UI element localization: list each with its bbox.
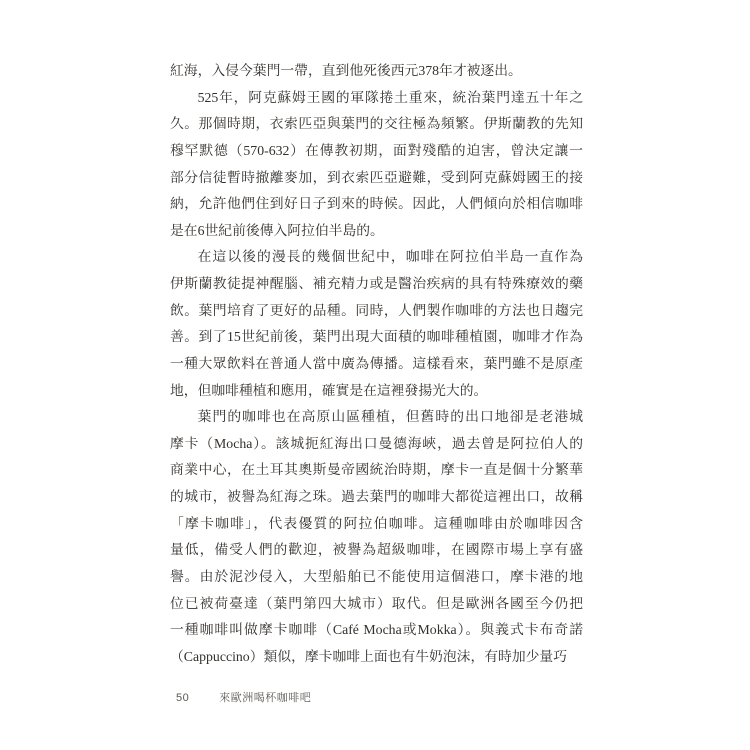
page-footer (176, 689, 311, 705)
text-line: 穆罕默德（570-632）在傳教初期，面對殘酷的迫害，曾決定讓一 (170, 142, 583, 158)
text-line: 是在6世紀前後傳入阿拉伯半島的。 (170, 222, 384, 238)
text-line: 地，但咖啡種植和應用，確實是在這裡發揚光大的。 (170, 382, 488, 398)
text-line: 商業中心，在土耳其奧斯曼帝國統治時期，摩卡一直是個十分繁華 (170, 462, 583, 478)
text-line: 「摩卡咖啡」，代表優質的阿拉伯咖啡。這種咖啡由於咖啡因含 (170, 515, 583, 531)
text-line: 善。到了15世紀前後，葉門出現大面積的咖啡種植園，咖啡才作為 (170, 329, 583, 345)
page-number: 50 (176, 692, 190, 704)
text-line: 納，允許他們住到好日子到來的時候。因此，人們傾向於相信咖啡 (170, 196, 583, 212)
text-line: 飲。葉門培育了更好的品種。同時，人們製作咖啡的方法也日趨完 (170, 302, 583, 318)
paragraph (170, 58, 583, 85)
running-title: 來歐洲喝杯咖啡吧 (219, 692, 312, 704)
text-line: 在這以後的漫長的幾個世紀中，咖啡在阿拉伯半島一直作為 (197, 249, 583, 265)
text-line: （Cappuccino）類似，摩卡咖啡上面也有牛奶泡沫，有時加少量巧 (170, 648, 568, 664)
text-line: 摩卡（Mocha）。該城扼紅海出口曼德海峽，過去曾是阿拉伯人的 (170, 435, 583, 451)
text-line: 部分信徒暫時撤離麥加，到衣索匹亞避難，受到阿克蘇姆國王的接 (170, 169, 583, 185)
text-line: 的城市，被譽為紅海之珠。過去葉門的咖啡大都從這裡出口，故稱 (170, 489, 583, 504)
text-line: 525年，阿克蘇姆王國的軍隊捲土重來，統治葉門達五十年之 (197, 89, 583, 105)
text-line: 量低，備受人們的歡迎，被譽為超級咖啡，在國際市場上享有盛 (170, 542, 583, 558)
paragraph (170, 244, 583, 404)
text-line: 紅海，入侵今葉門一帶，直到他死後西元378年才被逐出。 (170, 63, 522, 78)
text-line: 一種咖啡叫做摩卡咖啡（Café Mocha或Mokka）。與義式卡布奇諾 (170, 622, 583, 638)
text-line: 葉門的咖啡也在高原山區種植，但舊時的出口地卻是老港城 (197, 409, 583, 425)
text-line: 久。那個時期，衣索匹亞與葉門的交往極為頻繁。伊斯蘭教的先知 (170, 116, 583, 132)
paragraph (170, 404, 583, 670)
body-text (170, 58, 583, 670)
text-line: 一種大眾飲料在普通人當中廣為傳播。這樣看來，葉門雖不是原產 (170, 355, 583, 371)
text-line: 譽。由於泥沙侵入，大型船舶已不能使用這個港口，摩卡港的地 (170, 568, 583, 584)
paragraph (170, 85, 583, 245)
text-line: 位已被荷臺達（葉門第四大城市）取代。但是歐洲各國至今仍把 (170, 595, 583, 611)
text-line: 伊斯蘭教徒提神醒腦、補充精力或是醫治疾病的具有特殊療效的藥 (170, 276, 583, 291)
